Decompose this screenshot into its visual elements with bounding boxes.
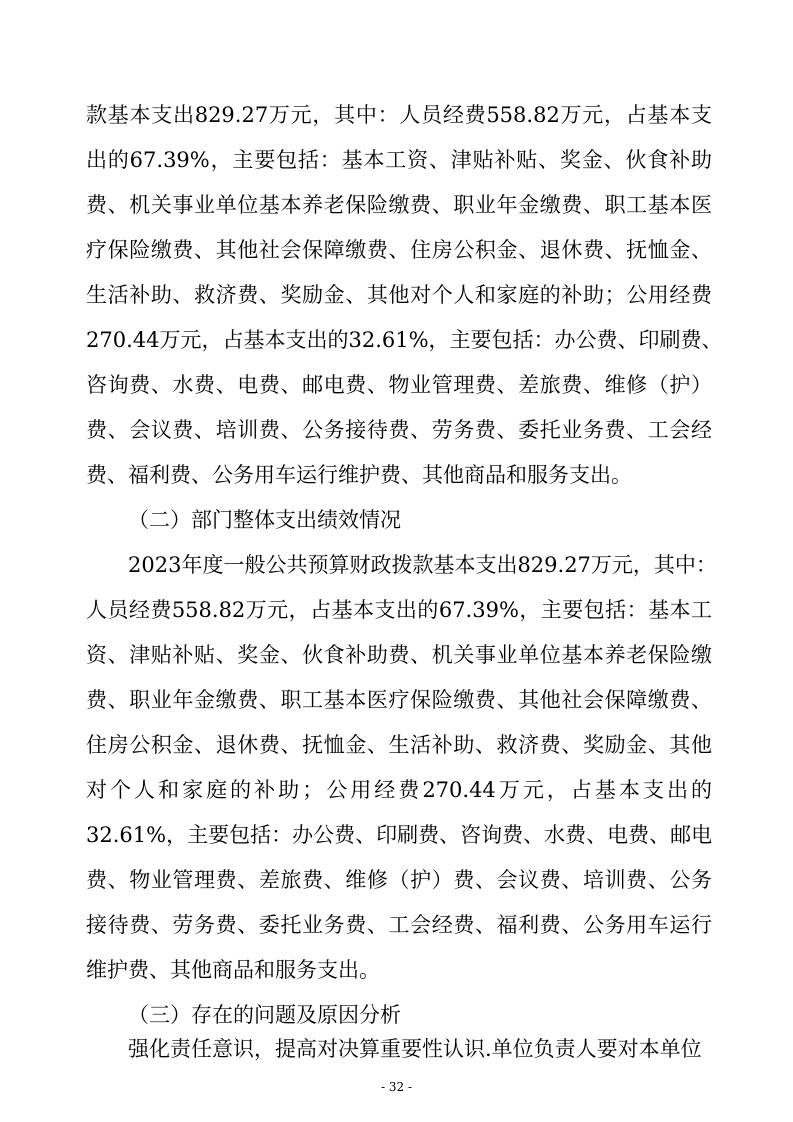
paragraph-line: 费、会议费、培训费、公务接待费、劳务费、委托业务费、工会经 bbox=[86, 418, 712, 442]
paragraph-line: 32.61%，主要包括：办公费、印刷费、咨询费、水费、电费、邮电 bbox=[86, 823, 713, 847]
paragraph-line: 咨询费、水费、电费、邮电费、物业管理费、差旅费、维修（护） bbox=[86, 373, 712, 397]
paragraph-line: 资、津贴补贴、奖金、伙食补助费、机关事业单位基本养老保险缴 bbox=[86, 643, 712, 667]
paragraph-line: 2023年度一般公共预算财政拨款基本支出829.27万元，其中： bbox=[128, 553, 717, 577]
paragraph-line: 款基本支出829.27万元，其中：人员经费558.82万元，占基本支 bbox=[86, 103, 712, 127]
paragraph-line: 出的67.39%，主要包括：基本工资、津贴补贴、奖金、伙食补助 bbox=[86, 148, 712, 172]
paragraph-line: 费、物业管理费、差旅费、维修（护）费、会议费、培训费、公务 bbox=[86, 868, 712, 892]
page-number: - 32 - bbox=[380, 1080, 412, 1094]
paragraph-line: 生活补助、救济费、奖励金、其他对个人和家庭的补助；公用经费 bbox=[86, 283, 712, 307]
paragraph-line: 住房公积金、退休费、抚恤金、生活补助、救济费、奖励金、其他 bbox=[86, 733, 712, 757]
paragraph-line: 费、机关事业单位基本养老保险缴费、职业年金缴费、职工基本医 bbox=[86, 193, 712, 217]
paragraph-line: 强化责任意识，提高对决算重要性认识.单位负责人要对本单位 bbox=[128, 1037, 702, 1061]
paragraph-line: 费、福利费、公务用车运行维护费、其他商品和服务支出。 bbox=[86, 463, 632, 487]
paragraph-line: 接待费、劳务费、委托业务费、工会经费、福利费、公务用车运行 bbox=[86, 913, 712, 937]
paragraph-line: 人员经费558.82万元，占基本支出的67.39%，主要包括：基本工 bbox=[86, 598, 712, 622]
section-heading: （三）存在的问题及原因分析 bbox=[128, 1003, 401, 1027]
section-heading: （二）部门整体支出绩效情况 bbox=[128, 508, 401, 532]
paragraph-line: 疗保险缴费、其他社会保障缴费、住房公积金、退休费、抚恤金、 bbox=[86, 238, 712, 262]
paragraph-line: 维护费、其他商品和服务支出。 bbox=[86, 958, 380, 982]
paragraph-line: 对个人和家庭的补助；公用经费270.44万元，占基本支出的 bbox=[86, 778, 712, 802]
paragraph-line: 费、职业年金缴费、职工基本医疗保险缴费、其他社会保障缴费、 bbox=[86, 688, 712, 712]
paragraph-line: 270.44万元，占基本支出的32.61%，主要包括：办公费、印刷费、 bbox=[86, 328, 723, 352]
